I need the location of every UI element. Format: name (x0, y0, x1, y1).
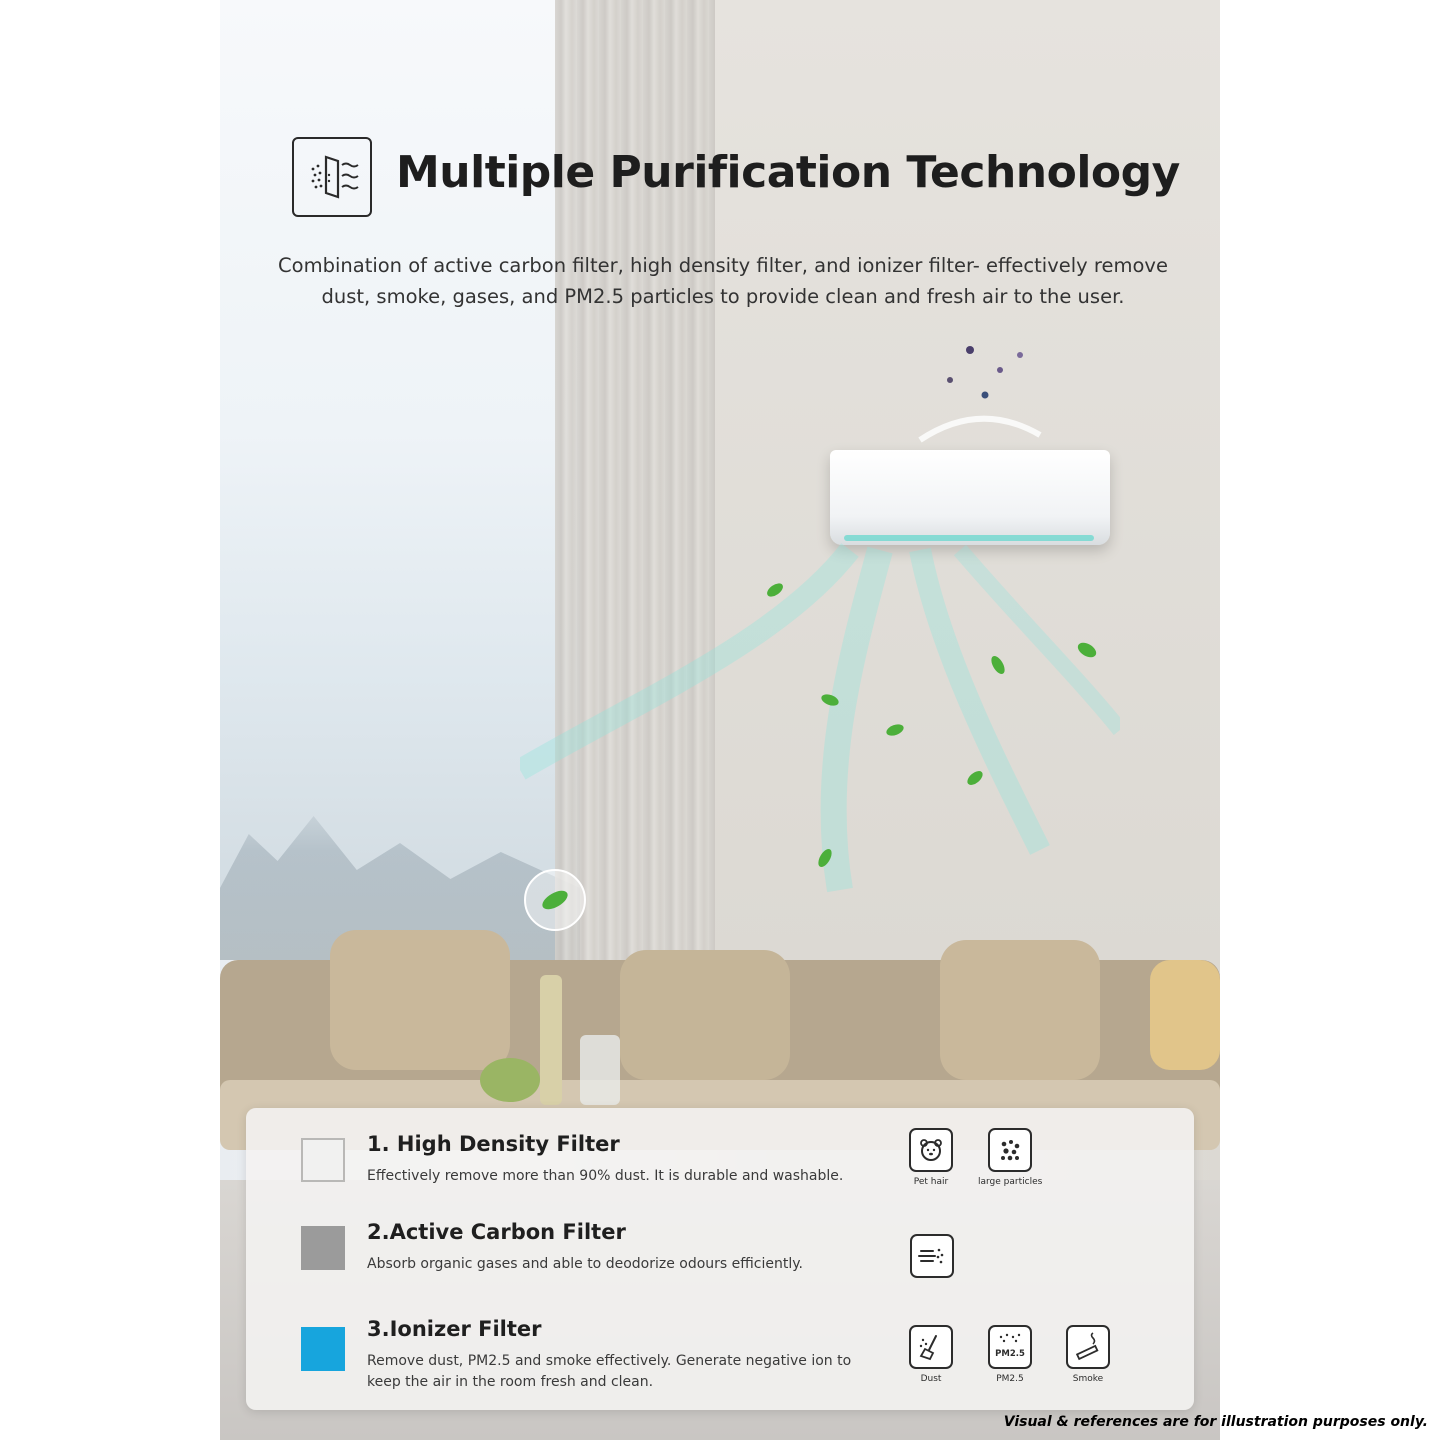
purification-filter-icon (292, 137, 372, 217)
icon-label: Dust (920, 1374, 942, 1384)
smoke-feature (1066, 1325, 1110, 1384)
smoke-icon (1066, 1325, 1110, 1369)
pet-hair-feature (909, 1128, 953, 1187)
page-subtitle: Combination of active carbon filter, high density filter, and ionizer filter- effectively remove dust, smoke, gases, and PM2.5 particles to provide clean and fresh air to the user. (278, 254, 1168, 308)
icon-label: PM2.5 (996, 1374, 1024, 1384)
leaf-bubble-illustration (520, 865, 590, 935)
large-particles-feature (978, 1128, 1042, 1187)
filter-color-swatch (301, 1226, 345, 1270)
odour-gas-icon (910, 1234, 954, 1278)
filter-color-swatch (301, 1327, 345, 1371)
pet-hair-icon (909, 1128, 953, 1172)
filter-title: 3.Ionizer Filter (367, 1317, 542, 1341)
icon-label: Smoke (1072, 1374, 1104, 1384)
pm25-icon (988, 1325, 1032, 1369)
poster (220, 0, 1220, 1440)
filter-panel (246, 1108, 1194, 1410)
header (292, 137, 1180, 219)
icon-label: Pet hair (913, 1177, 949, 1187)
page-title: Multiple Purification Technology (396, 147, 1180, 198)
odour-gas-feature (910, 1234, 954, 1278)
filter-description: Absorb organic gases and able to deodorize odours efficiently. (367, 1256, 804, 1272)
dust-icon (909, 1325, 953, 1369)
large-particles-icon (988, 1128, 1032, 1172)
pm25-badge-text: PM2.5 (995, 1349, 1025, 1359)
pm25-feature (988, 1325, 1032, 1384)
icon-label: large particles (978, 1177, 1043, 1187)
disclaimer: Visual & references are for illustration purposes only. (1003, 1414, 1428, 1430)
filter-description: Remove dust, PM2.5 and smoke effectively. Generate negative ion to keep the air in the room fresh and clean. (367, 1353, 852, 1390)
filter-row-active-carbon (246, 1216, 1194, 1306)
particles-illustration (910, 330, 1050, 450)
filter-row-high-density (246, 1128, 1194, 1218)
dust-feature (909, 1325, 953, 1384)
airflow-illustration (520, 520, 1120, 920)
filter-color-swatch (301, 1138, 345, 1182)
filter-description: Effectively remove more than 90% dust. It is durable and washable. (367, 1168, 844, 1184)
filter-title: 2.Active Carbon Filter (367, 1220, 626, 1244)
filter-row-ionizer (246, 1313, 1194, 1403)
filter-title: 1. High Density Filter (367, 1132, 620, 1156)
